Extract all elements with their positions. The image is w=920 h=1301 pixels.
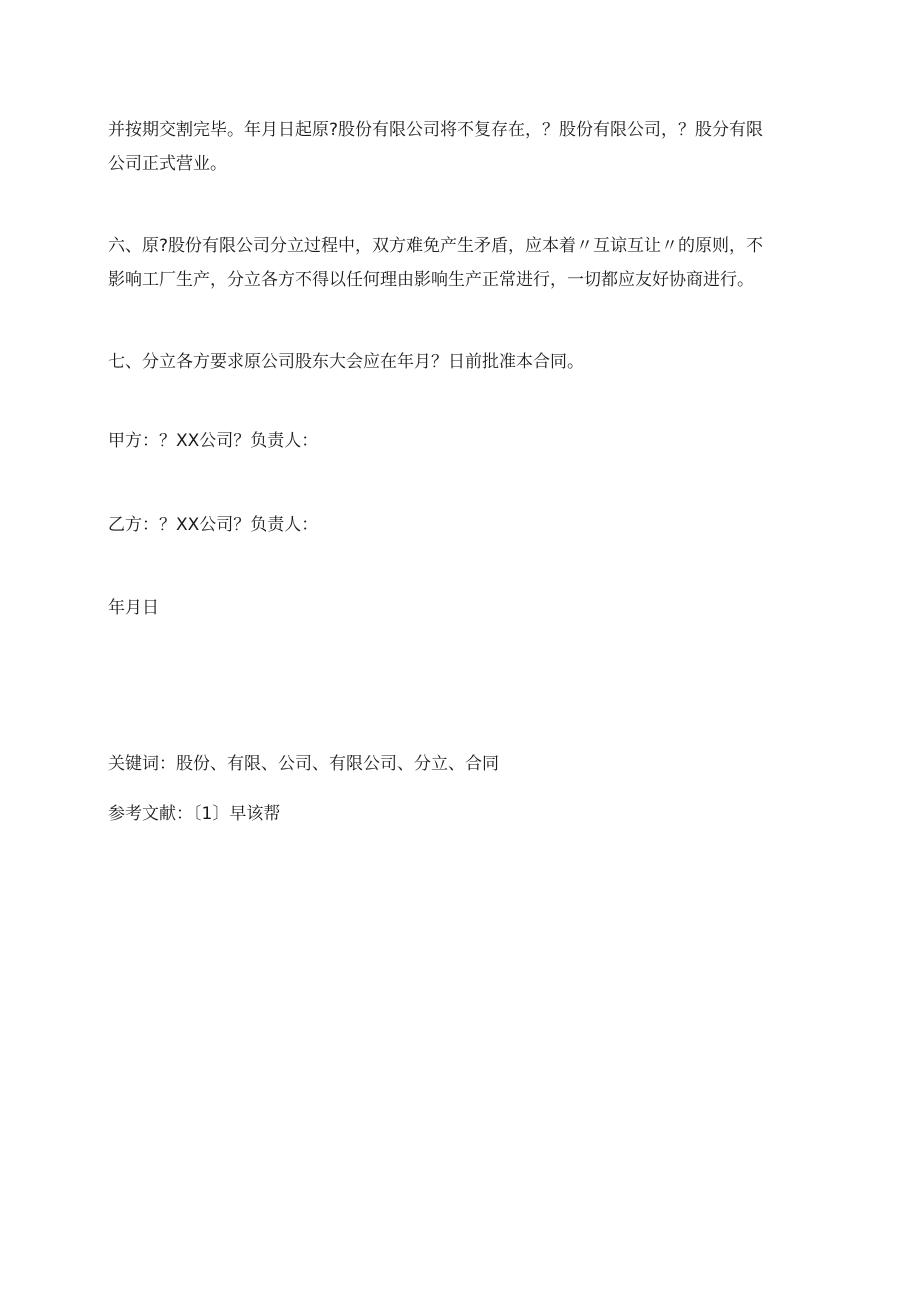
- party-b-text: 乙方：？XX公司？负责人：: [108, 515, 319, 535]
- party-a-text: 甲方：？XX公司？负责人：: [108, 431, 319, 451]
- references-line: [108, 797, 824, 831]
- keywords-text: 关键词：股份、有限、公司、有限公司、分立、合同: [108, 754, 499, 774]
- keywords-line: [108, 747, 824, 781]
- paragraph-line: 七、分立各方要求原公司股东大会应在年月？日前批准本合同。: [108, 352, 584, 372]
- paragraph-line: 影响工厂生产，分立各方不得以任何理由影响生产正常进行，一切都应友好协商进行。: [108, 270, 754, 290]
- paragraph-clause-seven: [108, 345, 824, 379]
- paragraph-transfer-completion: [108, 113, 824, 181]
- paragraph-line: 并按期交割完毕。年月日起原?股份有限公司将不复存在，？股份有限公司，？股分有限: [108, 120, 764, 140]
- paragraph-line: 公司正式营业。: [108, 154, 227, 174]
- paragraph-line: 六、原?股份有限公司分立过程中，双方难免产生矛盾，应本着〃互谅互让〃的原则，不: [108, 236, 764, 256]
- party-b-signature-line: [108, 508, 824, 542]
- references-text: 参考文献：〔1〕早该帮: [108, 804, 281, 824]
- date-text: 年月日: [108, 598, 159, 618]
- paragraph-clause-six: [108, 229, 824, 297]
- date-line: [108, 591, 824, 625]
- party-a-signature-line: [108, 424, 824, 458]
